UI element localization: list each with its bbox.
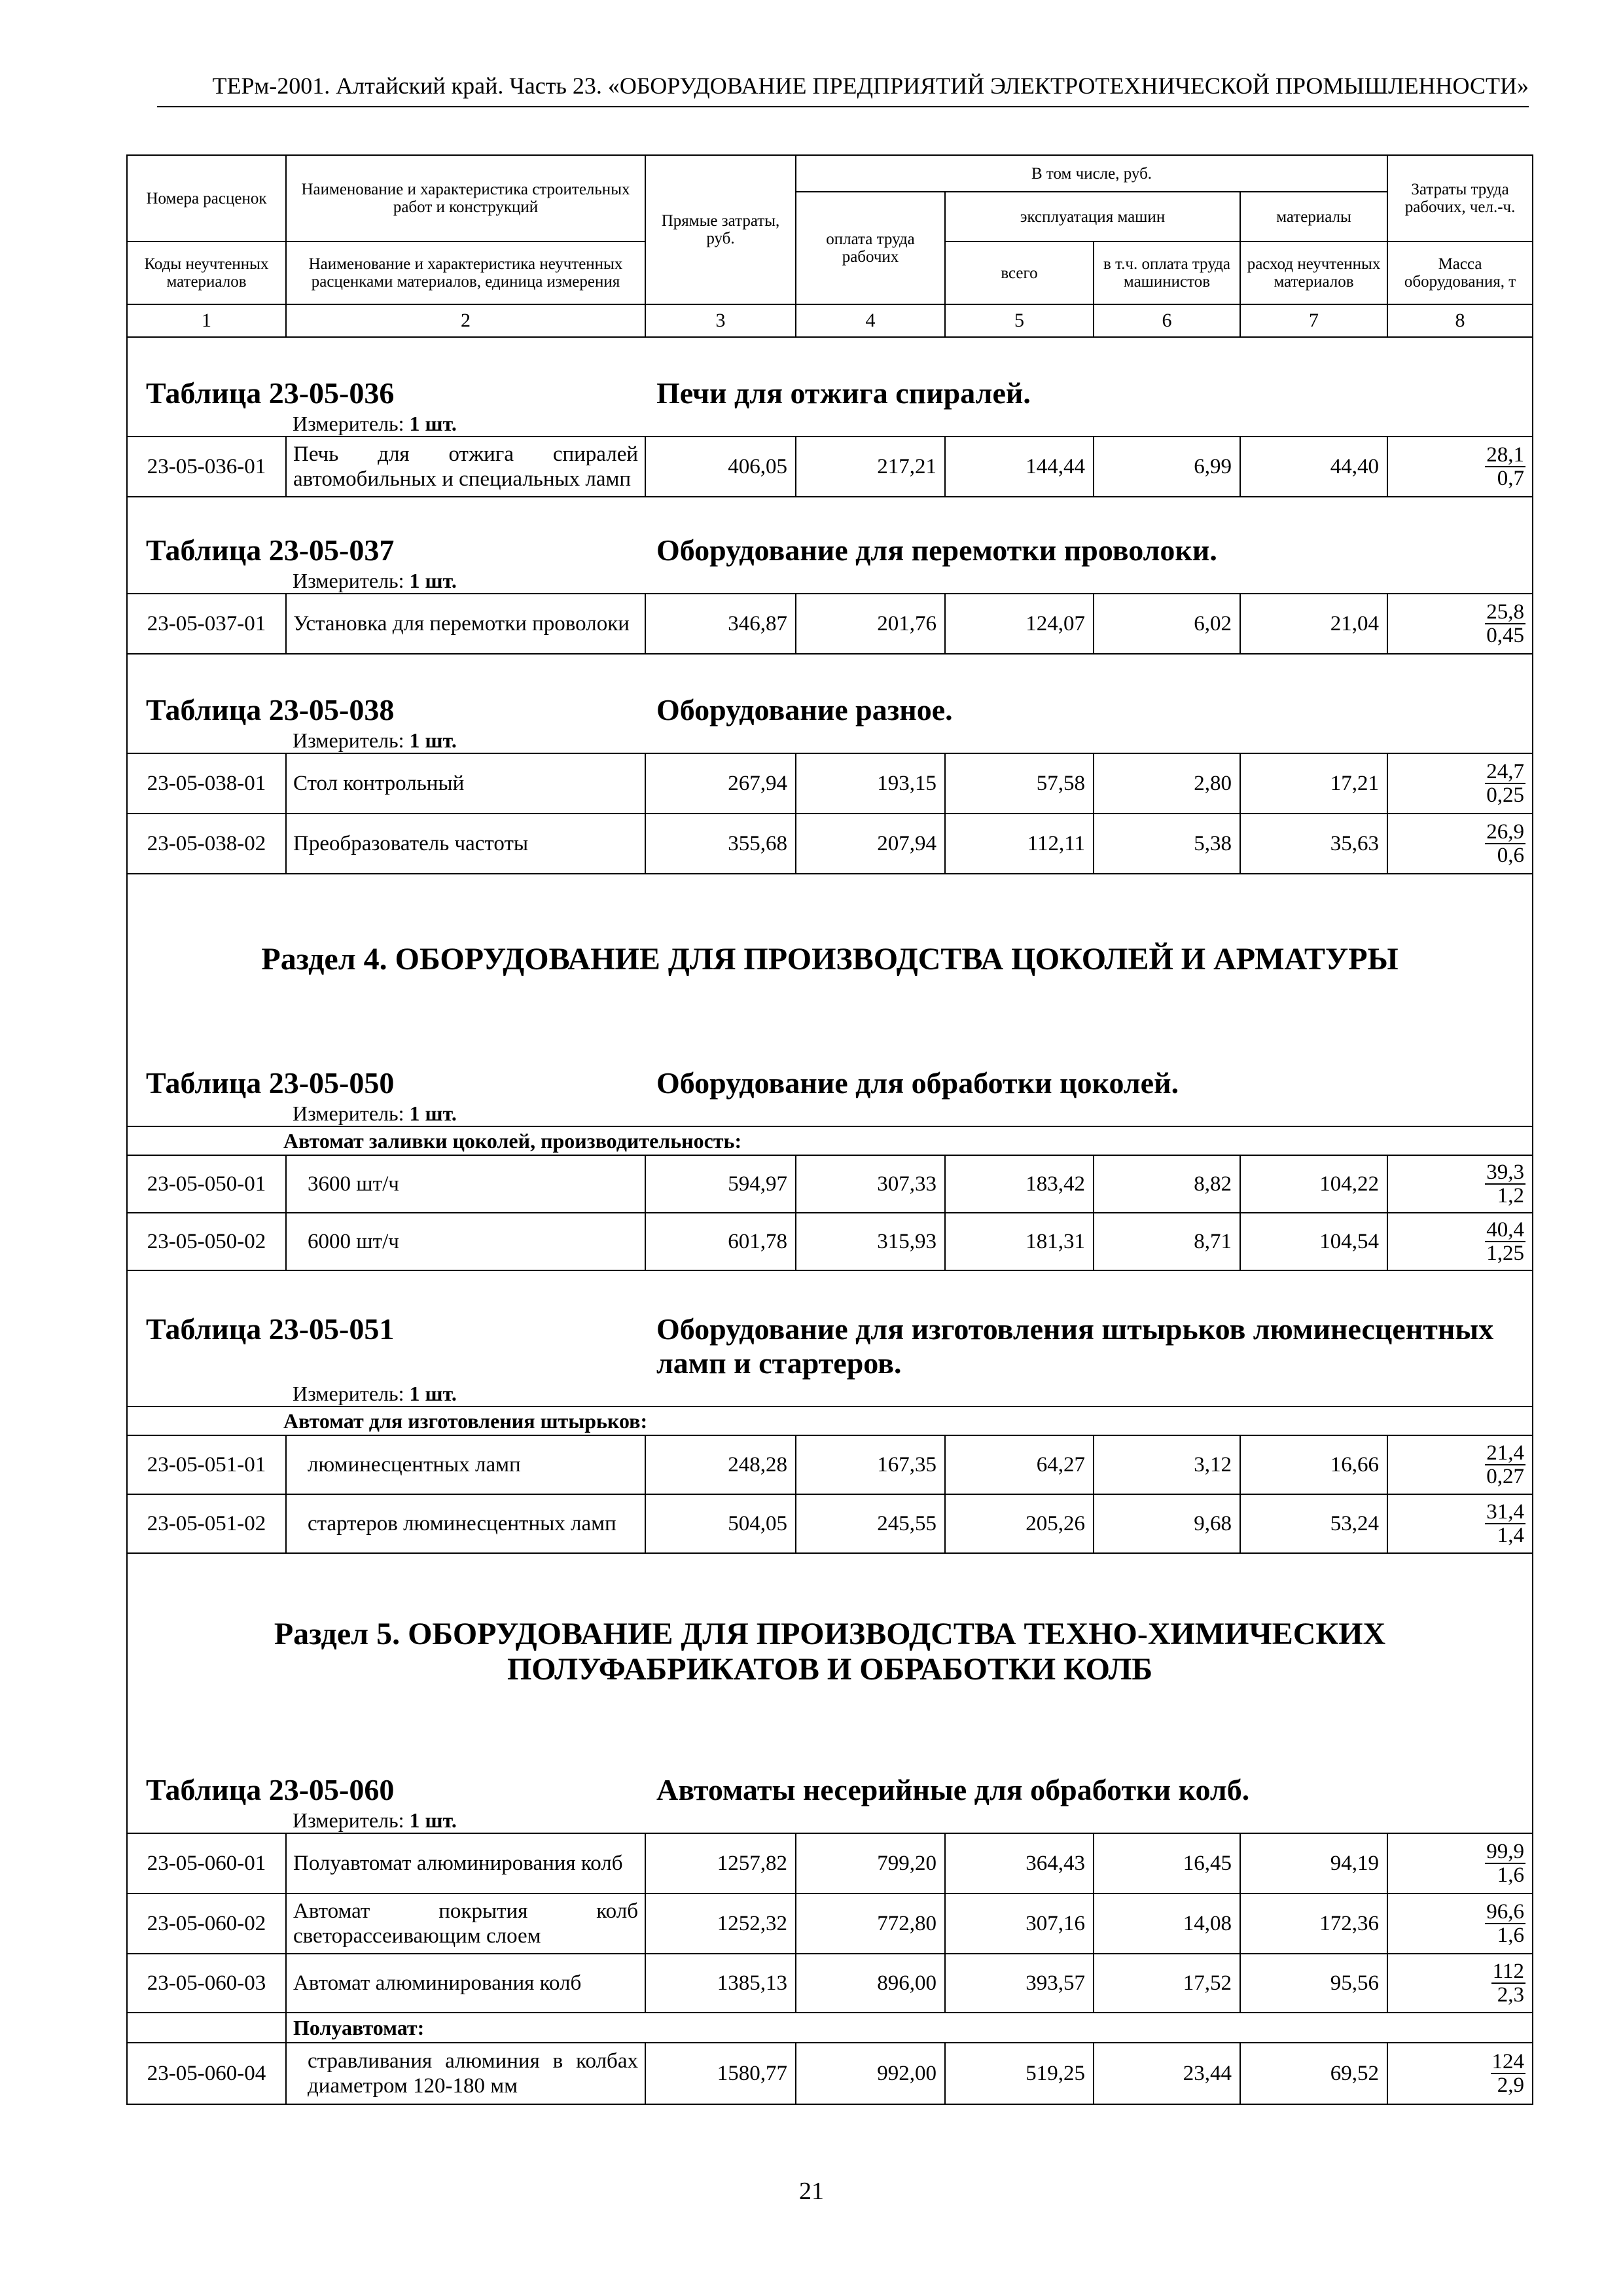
group-row: [127, 1407, 1533, 1435]
machinist-pay: 2,80: [1094, 753, 1240, 814]
machines-total: 183,42: [945, 1155, 1094, 1213]
materials: 53,24: [1240, 1494, 1387, 1553]
labor-pay: 799,20: [796, 1833, 945, 1893]
hours-mass: $\frac{112}{2,3}$: [1387, 1954, 1533, 2013]
labor-pay: 245,55: [796, 1494, 945, 1553]
rate-code: 23-05-050-02: [127, 1213, 286, 1270]
section-title: Раздел 4. ОБОРУДОВАНИЕ ДЛЯ ПРОИЗВОДСТВА ЦОКОЛЕЙ И АРМАТУРЫ: [127, 874, 1533, 1044]
labor-pay: 315,93: [796, 1213, 945, 1270]
table-row: [127, 753, 1533, 814]
materials: 35,63: [1240, 814, 1387, 874]
rate-code: 23-05-038-01: [127, 753, 286, 814]
materials: 104,54: [1240, 1213, 1387, 1270]
direct-costs: 601,78: [645, 1213, 796, 1270]
hours-mass: $\frac{40,4}{1,25}$: [1387, 1213, 1533, 1270]
direct-costs: 1580,77: [645, 2043, 796, 2104]
rate-code: 23-05-060-01: [127, 1833, 286, 1893]
table-title-row: [127, 1749, 1533, 1833]
table-title: Оборудование для перемотки проволоки.: [656, 533, 1217, 567]
table-label: Таблица 23-05-038: [146, 693, 395, 726]
machinist-pay: 23,44: [1094, 2043, 1240, 2104]
machinist-pay: 8,82: [1094, 1155, 1240, 1213]
machinist-pay: 16,45: [1094, 1833, 1240, 1893]
table-row: [127, 1893, 1533, 1954]
header-name-bottom: Наименование и характеристика неучтенных расценками материалов, единица измерения: [286, 242, 645, 304]
materials: 16,66: [1240, 1435, 1387, 1494]
machines-total: 205,26: [945, 1494, 1094, 1553]
direct-costs: 594,97: [645, 1155, 796, 1213]
machinist-pay: 8,71: [1094, 1213, 1240, 1270]
rate-code: 23-05-060-03: [127, 1954, 286, 2013]
table-row: [127, 437, 1533, 497]
work-name: Печь для отжига спиралей автомобильных и специальных ламп: [286, 437, 645, 497]
measure-unit: Измеритель: 1 шт.: [293, 1808, 457, 1832]
header-equipment-mass: Масса оборудования, т: [1387, 242, 1533, 304]
work-name: Полуавтомат алюминирования колб: [286, 1833, 645, 1893]
work-name: люминесцентных ламп: [286, 1435, 645, 1494]
table-title: Оборудование разное.: [656, 693, 953, 726]
measure-unit: Измеритель: 1 шт.: [293, 1382, 457, 1405]
table-label: Таблица 23-05-050: [146, 1066, 395, 1100]
work-name: стравливания алюминия в колбах диаметром 120-180 мм: [286, 2043, 645, 2104]
table-title-row: [127, 337, 1533, 437]
hours-mass: $\frac{124}{2,9}$: [1387, 2043, 1533, 2104]
header-row-1: [127, 155, 1533, 192]
work-name: стартеров люминесцентных ламп: [286, 1494, 645, 1553]
column-number: 7: [1240, 304, 1387, 337]
rate-code: 23-05-051-01: [127, 1435, 286, 1494]
materials: 94,19: [1240, 1833, 1387, 1893]
hours-mass: $\frac{39,3}{1,2}$: [1387, 1155, 1533, 1213]
section-row: [127, 874, 1533, 1044]
table-row: [127, 2043, 1533, 2104]
labor-pay: 896,00: [796, 1954, 945, 2013]
direct-costs: 1385,13: [645, 1954, 796, 2013]
materials: 21,04: [1240, 594, 1387, 654]
work-name: Установка для перемотки проволоки: [286, 594, 645, 654]
group-title: Полуавтомат:: [286, 2013, 1533, 2043]
machines-total: 307,16: [945, 1893, 1094, 1954]
table-row: [127, 1954, 1533, 2013]
direct-costs: 406,05: [645, 437, 796, 497]
rate-code: 23-05-050-01: [127, 1155, 286, 1213]
table-title: Автоматы несерийные для обработки колб.: [656, 1773, 1250, 1806]
table-row: [127, 814, 1533, 874]
column-number: 4: [796, 304, 945, 337]
header-code-bottom: Коды неучтенных материалов: [127, 242, 286, 304]
work-name: Автомат алюминирования колб: [286, 1954, 645, 2013]
machinist-pay: 14,08: [1094, 1893, 1240, 1954]
table-row: [127, 1494, 1533, 1553]
measure-unit: Измеритель: 1 шт.: [293, 412, 457, 435]
hours-mass: $\frac{99,9}{1,6}$: [1387, 1833, 1533, 1893]
machinist-pay: 9,68: [1094, 1494, 1240, 1553]
measure-unit: Измеритель: 1 шт.: [293, 1102, 457, 1125]
price-table: [126, 154, 1533, 2105]
header-code-top: Номера расценок: [127, 155, 286, 242]
header-unaccounted-materials: расход неучтенных материалов: [1240, 242, 1387, 304]
labor-pay: 193,15: [796, 753, 945, 814]
header-labor-hours: Затраты труда рабочих, чел.-ч.: [1387, 155, 1533, 242]
machines-total: 181,31: [945, 1213, 1094, 1270]
header-including: В том числе, руб.: [796, 155, 1387, 192]
running-header: ТЕРм-2001. Алтайский край. Часть 23. «ОБОРУДОВАНИЕ ПРЕДПРИЯТИЙ ЭЛЕКТРОТЕХНИЧЕСКОЙ ПРОМЫШЛЕННОСТИ»: [157, 65, 1529, 107]
hours-mass: $\frac{24,7}{0,25}$: [1387, 753, 1533, 814]
column-number: 1: [127, 304, 286, 337]
machinist-pay: 3,12: [1094, 1435, 1240, 1494]
header-name-top: Наименование и характеристика строительных работ и конструкций: [286, 155, 645, 242]
labor-pay: 307,33: [796, 1155, 945, 1213]
header-materials: материалы: [1240, 192, 1387, 242]
labor-pay: 217,21: [796, 437, 945, 497]
hours-mass: $\frac{26,9}{0,6}$: [1387, 814, 1533, 874]
column-number: 2: [286, 304, 645, 337]
machinist-pay: 6,99: [1094, 437, 1240, 497]
hours-mass: $\frac{21,4}{0,27}$: [1387, 1435, 1533, 1494]
labor-pay: 167,35: [796, 1435, 945, 1494]
table-title: Оборудование для изготовления штырьков люминесцентных ламп и стартеров.: [656, 1312, 1494, 1380]
direct-costs: 248,28: [645, 1435, 796, 1494]
hours-mass: $\frac{96,6}{1,6}$: [1387, 1893, 1533, 1954]
header-direct-costs: Прямые затраты, руб.: [645, 155, 796, 304]
machinist-pay: 6,02: [1094, 594, 1240, 654]
column-number: 6: [1094, 304, 1240, 337]
rate-code: 23-05-036-01: [127, 437, 286, 497]
work-name: Стол контрольный: [286, 753, 645, 814]
section-row: [127, 1553, 1533, 1749]
group-row: [127, 1126, 1533, 1155]
hours-mass: $\frac{25,8}{0,45}$: [1387, 594, 1533, 654]
measure-unit: Измеритель: 1 шт.: [293, 569, 457, 592]
header-machines-total: всего: [945, 242, 1094, 304]
materials: 44,40: [1240, 437, 1387, 497]
rate-code: 23-05-051-02: [127, 1494, 286, 1553]
materials: 95,56: [1240, 1954, 1387, 2013]
measure-unit: Измеритель: 1 шт.: [293, 728, 457, 752]
column-number: 3: [645, 304, 796, 337]
direct-costs: 504,05: [645, 1494, 796, 1553]
direct-costs: 1257,82: [645, 1833, 796, 1893]
table-label: Таблица 23-05-036: [146, 376, 395, 410]
table-row: [127, 594, 1533, 654]
materials: 172,36: [1240, 1893, 1387, 1954]
table-label: Таблица 23-05-037: [146, 533, 395, 567]
rate-code: 23-05-038-02: [127, 814, 286, 874]
table-title: Печи для отжига спиралей.: [656, 376, 1031, 410]
column-numbers-row: [127, 304, 1533, 337]
table-row: [127, 1833, 1533, 1893]
materials: 69,52: [1240, 2043, 1387, 2104]
table-title-row: [127, 497, 1533, 594]
rate-code: 23-05-037-01: [127, 594, 286, 654]
direct-costs: 346,87: [645, 594, 796, 654]
table-label: Таблица 23-05-051: [146, 1312, 395, 1346]
materials: 17,21: [1240, 753, 1387, 814]
work-name: Автомат покрытия колб светорассеивающим слоем: [286, 1893, 645, 1954]
table-title-row: [127, 1044, 1533, 1126]
labor-pay: 992,00: [796, 2043, 945, 2104]
machines-total: 364,43: [945, 1833, 1094, 1893]
table-row: [127, 1213, 1533, 1270]
work-name: 6000 шт/ч: [286, 1213, 645, 1270]
header-machines: эксплуатация машин: [945, 192, 1240, 242]
direct-costs: 355,68: [645, 814, 796, 874]
table-title-row: [127, 654, 1533, 753]
column-number: 5: [945, 304, 1094, 337]
work-name: Преобразователь частоты: [286, 814, 645, 874]
hours-mass: $\frac{31,4}{1,4}$: [1387, 1494, 1533, 1553]
machinist-pay: 5,38: [1094, 814, 1240, 874]
rate-code: 23-05-060-02: [127, 1893, 286, 1954]
machines-total: 57,58: [945, 753, 1094, 814]
group-row: [127, 2013, 1533, 2043]
machines-total: 144,44: [945, 437, 1094, 497]
hours-mass: $\frac{28,1}{0,7}$: [1387, 437, 1533, 497]
machines-total: 124,07: [945, 594, 1094, 654]
machines-total: 112,11: [945, 814, 1094, 874]
column-number: 8: [1387, 304, 1533, 337]
materials: 104,22: [1240, 1155, 1387, 1213]
group-title: Автомат для изготовления штырьков:: [127, 1407, 1533, 1435]
labor-pay: 772,80: [796, 1893, 945, 1954]
machinist-pay: 17,52: [1094, 1954, 1240, 2013]
machines-total: 64,27: [945, 1435, 1094, 1494]
labor-pay: 207,94: [796, 814, 945, 874]
table-label: Таблица 23-05-060: [146, 1773, 395, 1806]
group-title: Автомат заливки цоколей, производительность:: [127, 1126, 1533, 1155]
table-row: [127, 1435, 1533, 1494]
machines-total: 519,25: [945, 2043, 1094, 2104]
table-row: [127, 1155, 1533, 1213]
rate-code: 23-05-060-04: [127, 2043, 286, 2104]
section-title: Раздел 5. ОБОРУДОВАНИЕ ДЛЯ ПРОИЗВОДСТВА ТЕХНО-ХИМИЧЕСКИХ ПОЛУФАБРИКАТОВ И ОБРАБОТКИ КОЛБ: [127, 1553, 1533, 1749]
direct-costs: 1252,32: [645, 1893, 796, 1954]
table-title: Оборудование для обработки цоколей.: [656, 1066, 1179, 1100]
machines-total: 393,57: [945, 1954, 1094, 2013]
work-name: 3600 шт/ч: [286, 1155, 645, 1213]
table-title-row: [127, 1270, 1533, 1407]
labor-pay: 201,76: [796, 594, 945, 654]
direct-costs: 267,94: [645, 753, 796, 814]
page-number: 21: [799, 2178, 824, 2205]
header-machinist-pay: в т.ч. оплата труда машинистов: [1094, 242, 1240, 304]
header-labor-pay: оплата труда рабочих: [796, 192, 945, 304]
